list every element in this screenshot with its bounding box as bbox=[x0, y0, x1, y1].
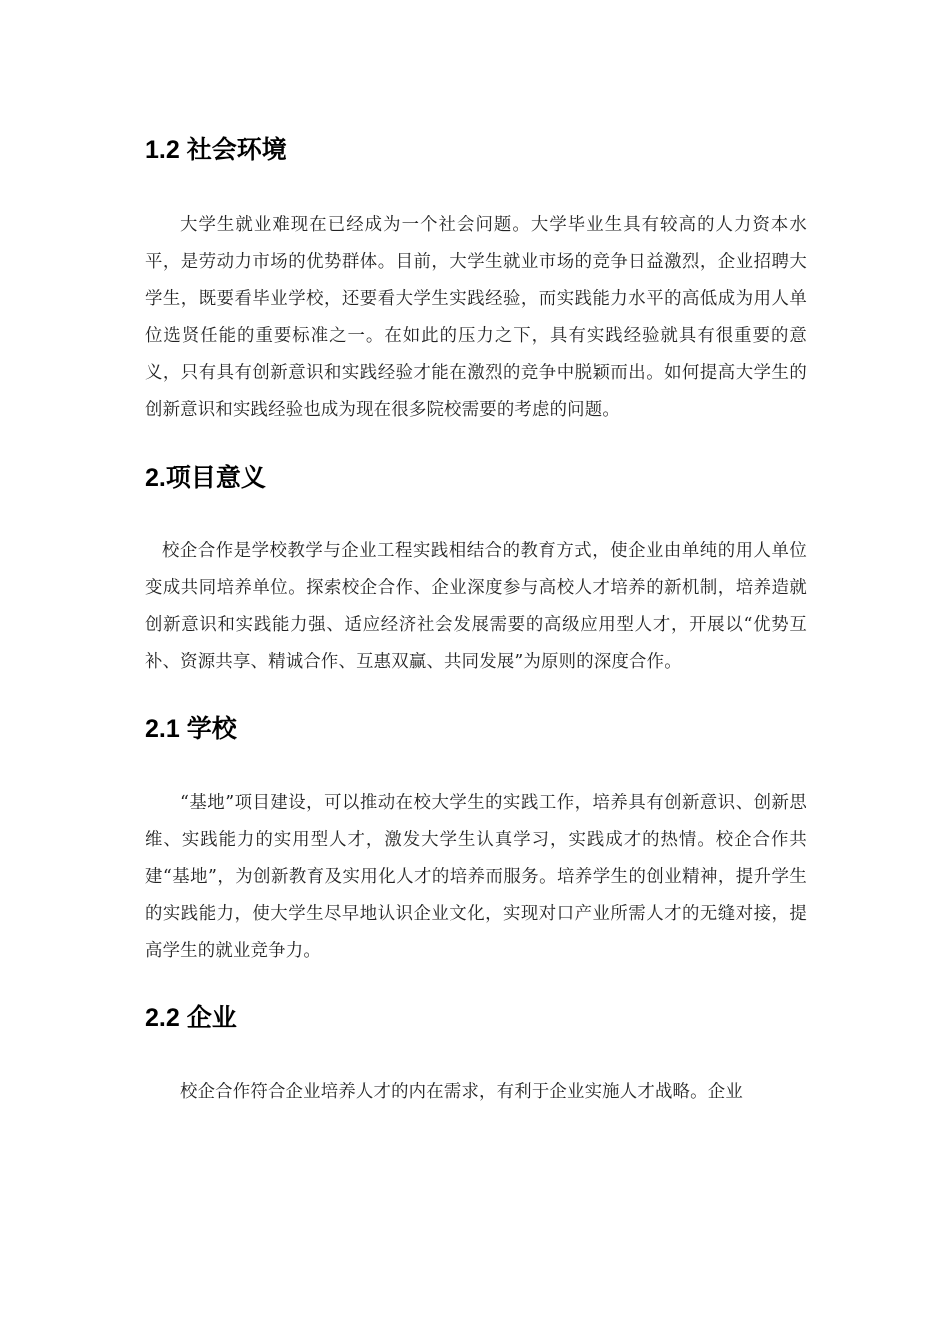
section-paragraph-social-environment: 大学生就业难现在已经成为一个社会问题。大学毕业生具有较高的人力资本水平，是劳动力市场的优势群体。目前，大学生就业市场的竞争日益激烈，企业招聘大学生，既要看毕业学校，还要看大学生实践经验，而实践能力水平的高低成为用人单位选贤任能的重要标准之一。在如此的压力之下，具有实践经验就具有很重要的意义，只有具有创新意识和实践经验才能在激烈的竞争中脱颖而出。如何提高大学生的创新意识和实践经验也成为现在很多院校需要的考虑的问题。 bbox=[145, 215, 807, 420]
section-heading-social-environment: 1.2 社会环境 bbox=[145, 136, 287, 164]
section-heading-school: 2.1 学校 bbox=[145, 715, 237, 743]
section-paragraph-project-significance: 校企合作是学校教学与企业工程实践相结合的教育方式，使企业由单纯的用人单位变成共同培养单位。探索校企合作、企业深度参与高校人才培养的新机制，培养造就创新意识和实践能力强、适应经济社会发展需要的高级应用型人才，开展以“优势互补、资源共享、精诚合作、互惠双赢、共同发展”为原则的深度合作。 bbox=[145, 541, 807, 672]
section-paragraph-school: “基地”项目建设，可以推动在校大学生的实践工作，培养具有创新意识、创新思维、实践能力的实用型人才，激发大学生认真学习，实践成才的热情。校企合作共建“基地”，为创新教育及实用化人才的培养而服务。培养学生的创业精神，提升学生的实践能力，使大学生尽早地认识企业文化，实现对口产业所需人才的无缝对接，提高学生的就业竞争力。 bbox=[145, 793, 807, 961]
section-heading-enterprise: 2.2 企业 bbox=[145, 1004, 237, 1032]
section-heading-project-significance: 2.项目意义 bbox=[145, 464, 266, 492]
document-body bbox=[145, 128, 807, 1111]
section-paragraph-enterprise: 校企合作符合企业培养人才的内在需求，有利于企业实施人才战略。企业 bbox=[180, 1082, 743, 1102]
